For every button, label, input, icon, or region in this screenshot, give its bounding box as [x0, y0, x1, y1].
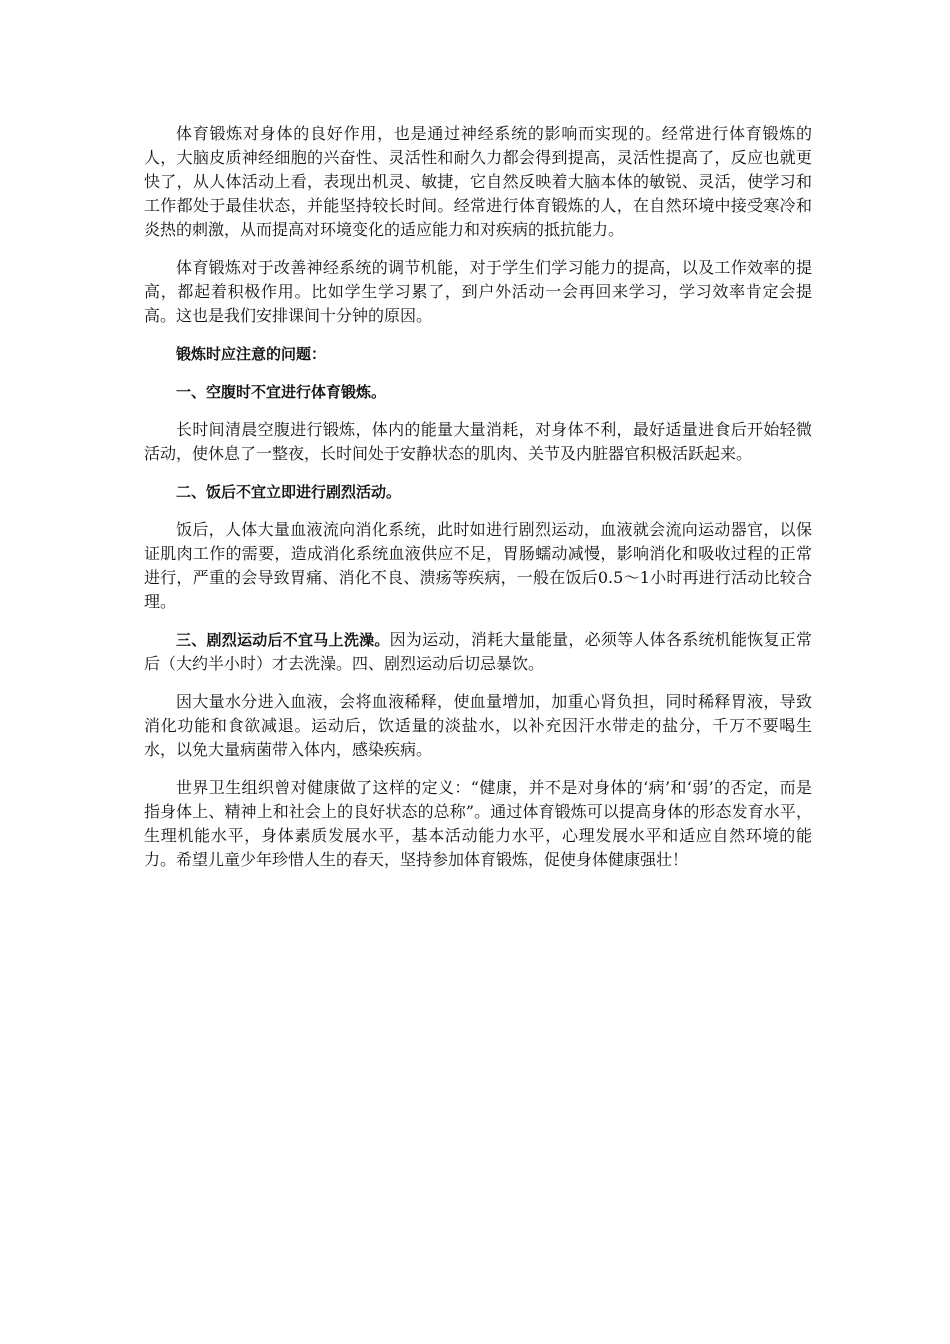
paragraph-bathing-text: 因为运动，消耗大量能量，必须等人体各系统机能恢复正常后（大约半小时）才去洗澡。四、剧烈运动后切忌暴饮。	[144, 630, 812, 673]
paragraph-health-definition: 世界卫生组织曾对健康做了这样的定义：“健康，并不是对身体的‘病’和‘弱’的否定，而是指身体上、精神上和社会上的良好状态的总称”。通过体育锻炼可以提高身体的形态发育水平，生理机能水平，身体素质发展水平，基本活动能力水平，心理发展水平和适应自然环境的能力。希望儿童少年珍惜人生的春天，坚持参加体育锻炼，促使身体健康强壮！	[144, 778, 812, 869]
heading-notice: 锻炼时应注意的问题：	[176, 345, 327, 363]
heading-after-meal: 二、饭后不宜立即进行剧烈活动。	[176, 483, 402, 501]
paragraph-bathing	[144, 628, 812, 676]
heading-bathing: 三、剧烈运动后不宜马上洗澡。	[176, 631, 390, 649]
paragraph-drinking: 因大量水分进入血液，会将血液稀释，使血量增加，加重心肾负担，同时稀释胃液，导致消化功能和食欲减退。运动后，饮适量的淡盐水，以补充因汗水带走的盐分，千万不要喝生水，以免大量病菌带入体内，感染疾病。	[144, 692, 812, 759]
paragraph-learning-efficiency: 体育锻炼对于改善神经系统的调节机能，对于学生们学习能力的提高，以及工作效率的提高，都起着积极作用。比如学生学习累了，到户外活动一会再回来学习，学习效率肯定会提高。这也是我们安排课间十分钟的原因。	[144, 258, 812, 325]
heading-empty-stomach: 一、空腹时不宜进行体育锻炼。	[176, 383, 387, 401]
document-body	[144, 122, 812, 886]
paragraph-after-meal: 饭后，人体大量血液流向消化系统，此时如进行剧烈运动，血液就会流向运动器官，以保证肌肉工作的需要，造成消化系统血液供应不足，胃肠蠕动减慢，影响消化和吸收过程的正常进行，严重的会导致胃痛、消化不良、溃疡等疾病，一般在饭后0.5～1小时再进行活动比较合理。	[144, 520, 812, 611]
paragraph-nervous-system: 体育锻炼对身体的良好作用，也是通过神经系统的影响而实现的。经常进行体育锻炼的人，大脑皮质神经细胞的兴奋性、灵活性和耐久力都会得到提高，灵活性提高了，反应也就更快了，从人体活动上看，表现出机灵、敏捷，它自然反映着大脑本体的敏锐、灵活，使学习和工作都处于最佳状态，并能坚持较长时间。经常进行体育锻炼的人，在自然环境中接受寒冷和炎热的刺激，从而提高对环境变化的适应能力和对疾病的抵抗能力。	[144, 124, 812, 239]
paragraph-empty-stomach: 长时间清晨空腹进行锻炼，体内的能量大量消耗，对身体不利，最好适量进食后开始轻微活动，使休息了一整夜，长时间处于安静状态的肌肉、关节及内脏器官积极活跃起来。	[144, 420, 812, 463]
